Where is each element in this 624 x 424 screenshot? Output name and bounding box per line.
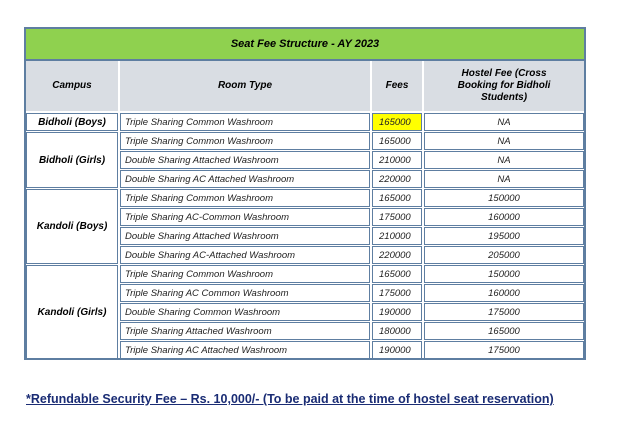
room-type-cell: Double Sharing AC Attached Washroom <box>120 170 370 188</box>
room-type-cell: Triple Sharing Attached Washroom <box>120 322 370 340</box>
hostel-fee-cell: NA <box>424 170 584 188</box>
fees-cell: 165000 <box>372 132 422 150</box>
room-type-cell: Double Sharing AC-Attached Washroom <box>120 246 370 264</box>
fees-cell: 220000 <box>372 170 422 188</box>
header-campus: Campus <box>26 61 118 111</box>
room-type-cell: Double Sharing Attached Washroom <box>120 151 370 169</box>
hostel-fee-cell: 165000 <box>424 322 584 340</box>
hostel-fee-cell: 205000 <box>424 246 584 264</box>
hostel-fee-cell: 150000 <box>424 189 584 207</box>
fees-cell: 210000 <box>372 151 422 169</box>
fees-cell: 165000 <box>372 113 422 131</box>
header-fees: Fees <box>372 61 422 111</box>
fees-cell: 190000 <box>372 303 422 321</box>
campus-cell: Bidholi (Boys) <box>26 113 118 131</box>
table-title: Seat Fee Structure - AY 2023 <box>26 29 584 61</box>
hostel-fee-cell: NA <box>424 113 584 131</box>
fee-table <box>24 27 586 360</box>
room-type-cell: Triple Sharing Common Washroom <box>120 132 370 150</box>
header-hostel-fee: Hostel Fee (Cross Booking for Bidholi Students) <box>424 61 584 111</box>
room-type-cell: Triple Sharing AC Attached Washroom <box>120 341 370 359</box>
hostel-fee-cell: NA <box>424 151 584 169</box>
fees-cell: 175000 <box>372 284 422 302</box>
hostel-fee-cell: 160000 <box>424 284 584 302</box>
campus-cell: Kandoli (Boys) <box>26 189 118 264</box>
security-fee-note: *Refundable Security Fee – Rs. 10,000/- (To be paid at the time of hostel seat reservation) <box>26 392 554 406</box>
hostel-fee-cell: 160000 <box>424 208 584 226</box>
hostel-fee-cell: 150000 <box>424 265 584 283</box>
hostel-fee-cell: NA <box>424 132 584 150</box>
room-type-cell: Double Sharing Attached Washroom <box>120 227 370 245</box>
fees-cell: 190000 <box>372 341 422 359</box>
hostel-fee-cell: 195000 <box>424 227 584 245</box>
campus-cell: Bidholi (Girls) <box>26 132 118 188</box>
room-type-cell: Triple Sharing AC Common Washroom <box>120 284 370 302</box>
fees-cell: 165000 <box>372 265 422 283</box>
campus-cell: Kandoli (Girls) <box>26 265 118 359</box>
room-type-cell: Triple Sharing Common Washroom <box>120 113 370 131</box>
room-type-cell: Triple Sharing Common Washroom <box>120 265 370 283</box>
room-type-cell: Double Sharing Common Washroom <box>120 303 370 321</box>
fees-cell: 180000 <box>372 322 422 340</box>
fees-cell: 165000 <box>372 189 422 207</box>
room-type-cell: Triple Sharing Common Washroom <box>120 189 370 207</box>
fees-cell: 220000 <box>372 246 422 264</box>
hostel-fee-cell: 175000 <box>424 341 584 359</box>
fees-cell: 210000 <box>372 227 422 245</box>
room-type-cell: Triple Sharing AC-Common Washroom <box>120 208 370 226</box>
fees-cell: 175000 <box>372 208 422 226</box>
hostel-fee-cell: 175000 <box>424 303 584 321</box>
header-room-type: Room Type <box>120 61 370 111</box>
